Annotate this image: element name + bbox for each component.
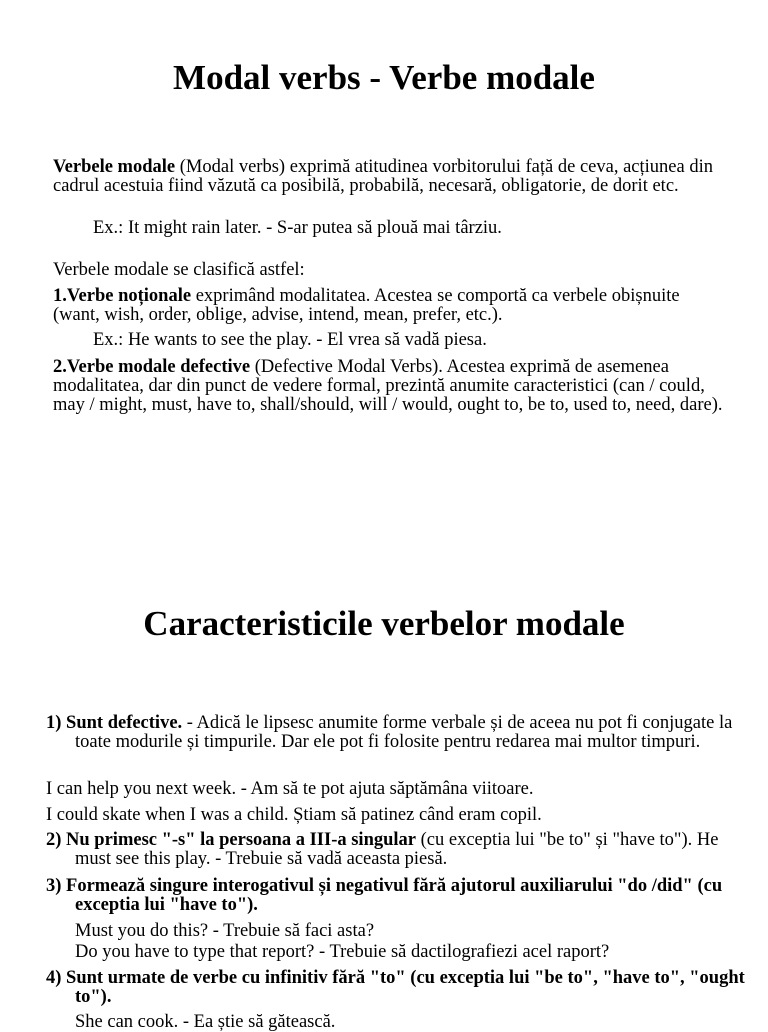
intro-paragraph [53,158,723,196]
example-line: I could skate when I was a child. Știam să patinez când eram copil. [46,805,542,825]
characteristic-4: 4) Sunt urmate de verbe cu infinitiv fără "to" (cu exceptia lui "be to", "have to", "ought to"). [46,968,745,1007]
item-defective-verbs [53,358,723,415]
item-notional-text: exprimând modalitatea. Acestea se comportă ca verbele obișnuite (want, wish, order, oblige, advise, intend, mean, prefer, etc.). [53,286,680,325]
example-line: Must you do this? - Trebuie să faci asta? [75,921,375,941]
section-title: Caracteristicile verbelor modale [143,604,625,643]
characteristic-2-text: (cu exceptia lui "be to" și "have to"). He must see this play. - Trebuie să vadă aceasta piesă. [75,830,719,869]
characteristic-1-text: - Adică le lipsesc anumite forme verbale și de aceea nu pot fi conjugate la toate modurile și timpurile. Dar ele pot fi folosite pentru redarea mai multor timpuri. [75,713,733,752]
characteristic-1 [46,714,755,752]
characteristic-2 [46,831,755,869]
example-line: She can cook. - Ea știe să gătească. [75,1012,336,1032]
intro-text: (Modal verbs) exprimă atitudinea vorbitorului față de ceva, acțiunea din cadrul acestuia fiind văzută ca posibilă, probabilă, necesară, obligatorie, de dorit etc. [53,157,713,196]
page-title: Modal verbs - Verbe modale [173,58,595,97]
characteristic-3: 3) Formează singure interogativul și negativul fără ajutorul auxiliarului "do /did" (cu exceptia lui "have to"). [46,876,723,915]
intro-term: Verbele modale [53,157,176,177]
item-defective-term: 2.Verbe modale defective [53,357,251,377]
characteristic-1-term: 1) Sunt defective. [46,713,183,733]
example-line: I can help you next week. - Am să te pot ajuta săptămâna viitoare. [46,779,534,799]
example-line: Do you have to type that report? - Trebuie să dactilografiezi acel raport? [75,942,610,962]
item-notional-term: 1.Verbe noționale [53,286,192,306]
item-defective-text: (Defective Modal Verbs). Acestea exprimă de asemenea modalitatea, dar din punct de vedere formal, prezintă anumite caracteristici (can / could, may / might, must, have to, shall/should, will / would, ought to, be to, used to, need, dare). [53,357,723,415]
classification-heading: Verbele modale se clasifică astfel: [53,260,305,280]
intro-example: Ex.: It might rain later. - S-ar putea să plouă mai târziu. [93,218,502,238]
item-notional-example: Ex.: He wants to see the play. - El vrea să vadă piesa. [93,330,487,350]
characteristic-2-term: 2) Nu primesc "-s" la persoana a III-a singular [46,830,416,850]
item-notional-verbs [53,287,723,325]
